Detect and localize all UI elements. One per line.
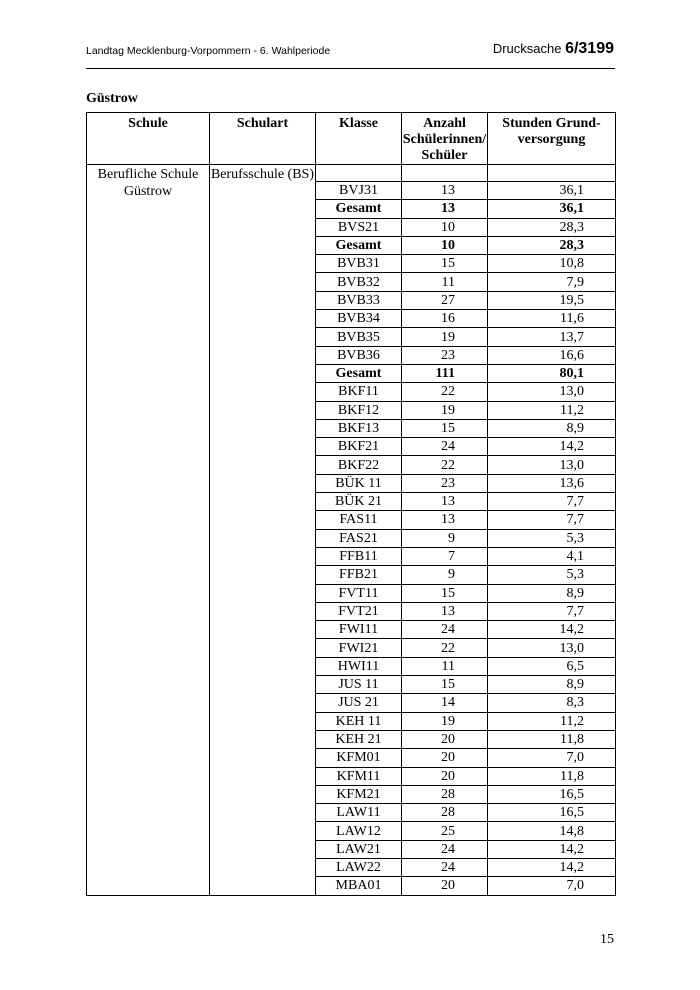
anzahl-cell: 23: [402, 346, 488, 364]
anzahl-cell: 19: [402, 328, 488, 346]
anzahl-cell: 15: [402, 676, 488, 694]
klasse-cell: Gesamt: [316, 200, 402, 218]
klasse-cell: LAW11: [316, 804, 402, 822]
klasse-cell: LAW12: [316, 822, 402, 840]
anzahl-cell: 11: [402, 273, 488, 291]
anzahl-cell: 22: [402, 639, 488, 657]
anzahl-cell: 9: [402, 529, 488, 547]
anzahl-cell: 13: [402, 493, 488, 511]
klasse-cell: BVB34: [316, 310, 402, 328]
stunden-cell: 11,8: [488, 730, 616, 748]
anzahl-cell: 20: [402, 877, 488, 895]
klasse-cell: FFB11: [316, 547, 402, 565]
klasse-cell: FWI21: [316, 639, 402, 657]
klasse-cell: BVB33: [316, 291, 402, 309]
column-header-stunden: Stunden Grund-versorgung: [488, 113, 616, 165]
klasse-cell: BVB35: [316, 328, 402, 346]
klasse-cell: FVT11: [316, 584, 402, 602]
table-spacer-row: [87, 165, 616, 182]
stunden-cell: 80,1: [488, 364, 616, 382]
stunden-cell: 13,7: [488, 328, 616, 346]
stunden-cell: 14,2: [488, 858, 616, 876]
header-drucksache: [493, 40, 614, 58]
klasse-cell: KFM21: [316, 785, 402, 803]
header-divider: [86, 68, 615, 69]
stunden-cell: 7,9: [488, 273, 616, 291]
klasse-cell: FFB21: [316, 566, 402, 584]
stunden-cell: 14,2: [488, 438, 616, 456]
stunden-cell: 5,3: [488, 566, 616, 584]
header-document-title: Landtag Mecklenburg-Vorpommern - 6. Wahlperiode: [86, 45, 331, 57]
stunden-cell: 11,2: [488, 712, 616, 730]
klasse-cell: BKF13: [316, 419, 402, 437]
klasse-cell: Gesamt: [316, 364, 402, 382]
stunden-cell: 28,3: [488, 218, 616, 236]
klasse-cell: BVB36: [316, 346, 402, 364]
table-header-row: [87, 113, 616, 165]
klasse-cell: HWI11: [316, 657, 402, 675]
klasse-cell: FAS11: [316, 511, 402, 529]
stunden-cell: 10,8: [488, 255, 616, 273]
anzahl-cell: 20: [402, 767, 488, 785]
klasse-cell: BVB32: [316, 273, 402, 291]
stunden-cell: 7,0: [488, 749, 616, 767]
klasse-cell: KFM01: [316, 749, 402, 767]
anzahl-cell: 7: [402, 547, 488, 565]
anzahl-cell: 20: [402, 749, 488, 767]
stunden-cell: 13,0: [488, 383, 616, 401]
column-header-schulart: Schulart: [210, 113, 316, 165]
page-number: 15: [600, 932, 614, 947]
stunden-cell: 14,2: [488, 840, 616, 858]
klasse-cell: LAW22: [316, 858, 402, 876]
anzahl-cell: 19: [402, 712, 488, 730]
stunden-cell: 7,7: [488, 511, 616, 529]
anzahl-cell: 111: [402, 364, 488, 382]
anzahl-cell: 19: [402, 401, 488, 419]
column-header-anzahl: Anzahl Schülerinnen/ Schüler: [402, 113, 488, 165]
anzahl-cell: 10: [402, 218, 488, 236]
anzahl-cell: 16: [402, 310, 488, 328]
klasse-cell: JUS 11: [316, 676, 402, 694]
anzahl-cell: 15: [402, 419, 488, 437]
klasse-cell: BÜK 21: [316, 493, 402, 511]
klasse-cell: FWI11: [316, 621, 402, 639]
anzahl-cell: 15: [402, 584, 488, 602]
stunden-cell: 11,2: [488, 401, 616, 419]
stunden-cell: 8,9: [488, 419, 616, 437]
klasse-cell: JUS 21: [316, 694, 402, 712]
klasse-cell: FAS21: [316, 529, 402, 547]
anzahl-cell: 25: [402, 822, 488, 840]
stunden-cell: 13,0: [488, 639, 616, 657]
stunden-cell: 19,5: [488, 291, 616, 309]
anzahl-cell: 27: [402, 291, 488, 309]
stunden-cell: 13,0: [488, 456, 616, 474]
anzahl-cell: 28: [402, 785, 488, 803]
column-header-schule: Schule: [87, 113, 210, 165]
anzahl-cell: 24: [402, 858, 488, 876]
klasse-cell: BKF21: [316, 438, 402, 456]
anzahl-cell: 15: [402, 255, 488, 273]
stunden-cell: 8,9: [488, 584, 616, 602]
column-header-klasse: Klasse: [316, 113, 402, 165]
stunden-cell: 11,6: [488, 310, 616, 328]
anzahl-cell: 13: [402, 511, 488, 529]
klasse-cell: BVS21: [316, 218, 402, 236]
klasse-cell: FVT21: [316, 602, 402, 620]
stunden-cell: 28,3: [488, 236, 616, 254]
klasse-cell: LAW21: [316, 840, 402, 858]
klasse-cell: KEH 11: [316, 712, 402, 730]
stunden-cell: 16,5: [488, 785, 616, 803]
stunden-cell: 7,0: [488, 877, 616, 895]
klasse-cell: BKF12: [316, 401, 402, 419]
stunden-cell: 13,6: [488, 474, 616, 492]
klasse-cell: KFM11: [316, 767, 402, 785]
school-data-table: [86, 112, 616, 896]
stunden-cell: 6,5: [488, 657, 616, 675]
anzahl-cell: 22: [402, 383, 488, 401]
anzahl-cell: 14: [402, 694, 488, 712]
stunden-cell: 36,1: [488, 182, 616, 200]
klasse-cell: BKF22: [316, 456, 402, 474]
stunden-cell: 5,3: [488, 529, 616, 547]
anzahl-cell: 13: [402, 200, 488, 218]
klasse-cell: Gesamt: [316, 236, 402, 254]
klasse-cell: BVJ31: [316, 182, 402, 200]
stunden-cell: 7,7: [488, 602, 616, 620]
klasse-cell: MBA01: [316, 877, 402, 895]
school-type-cell: Berufsschule (BS): [210, 165, 316, 896]
anzahl-cell: 28: [402, 804, 488, 822]
anzahl-cell: 24: [402, 438, 488, 456]
klasse-cell: BVB31: [316, 255, 402, 273]
anzahl-cell: 24: [402, 840, 488, 858]
anzahl-cell: 13: [402, 602, 488, 620]
anzahl-cell: 11: [402, 657, 488, 675]
anzahl-cell: 24: [402, 621, 488, 639]
stunden-cell: 8,9: [488, 676, 616, 694]
stunden-cell: 16,5: [488, 804, 616, 822]
anzahl-cell: 22: [402, 456, 488, 474]
drucksache-label: Drucksache: [492, 41, 566, 56]
anzahl-cell: 9: [402, 566, 488, 584]
anzahl-cell: 13: [402, 182, 488, 200]
drucksache-number: 6/3199: [565, 40, 614, 57]
stunden-cell: 7,7: [488, 493, 616, 511]
school-name-cell: Berufliche Schule Güstrow: [87, 165, 210, 896]
stunden-cell: 36,1: [488, 200, 616, 218]
stunden-cell: 16,6: [488, 346, 616, 364]
klasse-cell: KEH 21: [316, 730, 402, 748]
anzahl-cell: 10: [402, 236, 488, 254]
section-title: Güstrow: [86, 91, 138, 106]
klasse-cell: BKF11: [316, 383, 402, 401]
klasse-cell: BÜK 11: [316, 474, 402, 492]
stunden-cell: 4,1: [488, 547, 616, 565]
anzahl-cell: 23: [402, 474, 488, 492]
stunden-cell: 8,3: [488, 694, 616, 712]
stunden-cell: 14,8: [488, 822, 616, 840]
stunden-cell: 11,8: [488, 767, 616, 785]
stunden-cell: 14,2: [488, 621, 616, 639]
anzahl-cell: 20: [402, 730, 488, 748]
